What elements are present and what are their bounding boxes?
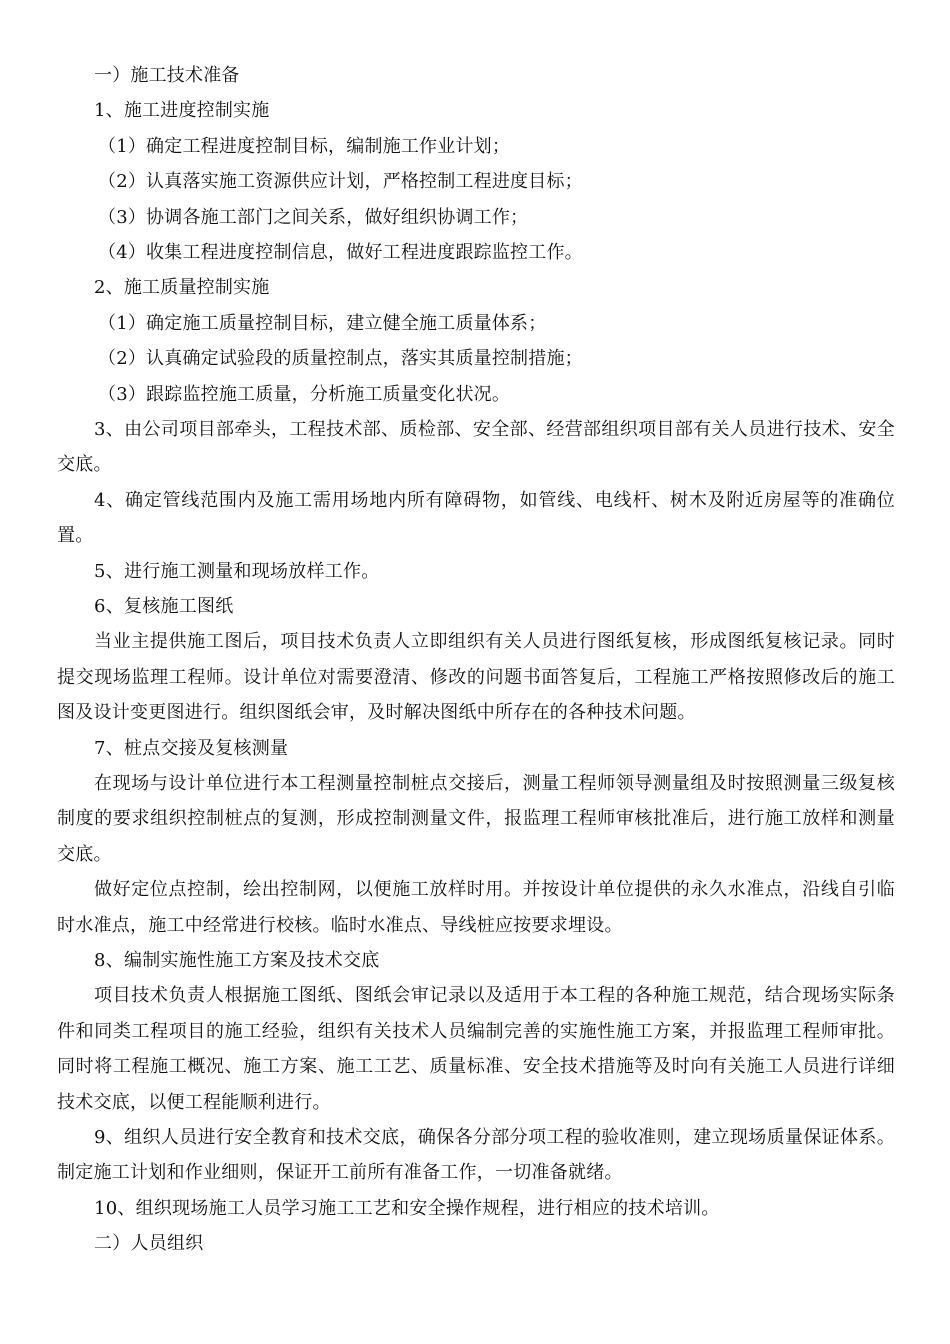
item-8-heading: 8、编制实施性施工方案及技术交底: [94, 950, 380, 971]
item-8-body: 项目技术负责人根据施工图纸、图纸会审记录以及适用于本工程的各种施工规范，结合现场实际条件和同类工程项目的施工经验，组织有关技术人员编制完善的实施性施工方案，并报监理工程师审批。同时将工程施工概况、施工方案、施工工艺、质量标准、安全技术措施等及时向有关施工人员进行详细技术交底，以便工程能顺利进行。: [57, 985, 895, 1113]
item-7-body-1: 在现场与设计单位进行本工程测量控制桩点交接后，测量工程师领导测量组及时按照测量三级复核制度的要求组织控制桩点的复测，形成控制测量文件，报监理工程师审核批准后，进行施工放样和测量交底。: [57, 772, 895, 865]
item-6-heading: 6、复核施工图纸: [94, 595, 234, 617]
item-6-body: 当业主提供施工图后，项目技术负责人立即组织有关人员进行图纸复核，形成图纸复核记录。同时提交现场监理工程师。设计单位对需要澄清、修改的问题书面答复后，工程施工严格按照修改后的施工图及设计变更图进行。组织图纸会审，及时解决图纸中所存在的各种技术问题。: [57, 631, 895, 724]
list-line: （1）确定工程进度控制目标，编制施工作业计划；: [98, 135, 511, 157]
prep-list: [57, 58, 895, 412]
list-line: （3）协调各施工部门之间关系，做好组织协调工作；: [98, 206, 529, 228]
section-2-heading: 二）人员组织: [94, 1233, 204, 1255]
item-5-paragraph: 5、进行施工测量和现场放样工作。: [94, 560, 380, 582]
list-line: （4）收集工程进度控制信息，做好工程进度跟踪监控工作。: [98, 241, 583, 263]
document-body: [57, 58, 895, 1262]
list-line: （2）认真确定试验段的质量控制点，落实其质量控制措施；: [98, 348, 583, 370]
item-7-heading: 7、桩点交接及复核测量: [94, 737, 289, 759]
list-line: （3）跟踪监控施工质量，分析施工质量变化状况。: [98, 383, 511, 405]
item-3-paragraph: 3、由公司项目部牵头，工程技术部、质检部、安全部、经营部组织项目部有关人员进行技术、安全交底。: [57, 418, 895, 476]
item-4-paragraph: 4、确定管线范围内及施工需用场地内所有障碍物，如管线、电线杆、树木及附近房屋等的准确位置。: [57, 489, 895, 547]
list-line: 一）施工技术准备: [94, 65, 240, 86]
list-line: 1、施工进度控制实施: [94, 100, 270, 122]
list-line: （1）确定施工质量控制目标，建立健全施工质量体系；: [98, 312, 547, 334]
item-10-paragraph: 10、组织现场施工人员学习施工工艺和安全操作规程，进行相应的技术培训。: [94, 1197, 720, 1219]
list-line: 2、施工质量控制实施: [94, 277, 270, 299]
item-9-paragraph: 9、组织人员进行安全教育和技术交底，确保各分部分项工程的验收准则，建立现场质量保证体系。制定施工计划和作业细则，保证开工前所有准备工作，一切准备就绪。: [57, 1127, 895, 1184]
list-line: （2）认真落实施工资源供应计划，严格控制工程进度目标；: [98, 171, 583, 193]
item-7-body-2: 做好定位点控制，绘出控制网，以便施工放样时用。并按设计单位提供的永久水准点，沿线自引临时水准点，施工中经常进行校核。临时水准点、导线桩应按要求埋设。: [57, 879, 895, 936]
